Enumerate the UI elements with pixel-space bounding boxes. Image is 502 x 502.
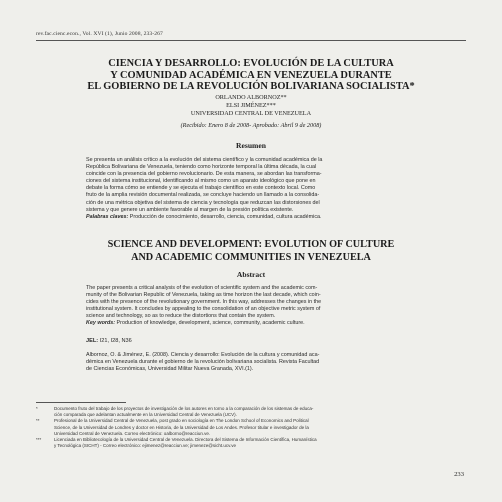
citation-line: Albornoz, O. & Jiménez, E. (2008). Ciencia y desarrollo: Evolución de la cultura y comunidad aca- bbox=[86, 352, 320, 358]
keywords-text: Producción de conocimiento, desarrollo, ciencia, comunidad, cultura académica. bbox=[128, 213, 322, 220]
abstract-line: cides with the presence of the revolutionary government. In this way, addresses the changes in the bbox=[86, 299, 322, 306]
citation-line: démica en Venezuela durante el gobierno de la revolución bolivariana socialista. Revista Facultad bbox=[86, 359, 320, 366]
author-affiliation: UNIVERSIDAD CENTRAL DE VENEZUELA bbox=[190, 110, 312, 118]
abstract-line: institutional system. It concludes by appealing to the consolidation of an objective metric system of bbox=[86, 306, 321, 313]
author-name: ORLANDO ALBORNOZ** bbox=[215, 94, 287, 101]
footnotes bbox=[36, 406, 468, 449]
keywords-label: Palabras claves: bbox=[86, 213, 129, 220]
citation bbox=[86, 352, 422, 373]
footnote-line: Documento fruto del trabajo de los proyectos de investigación de los autores en torno a la comparación de los sistemas de educa- bbox=[54, 406, 314, 411]
footnote-line: Licenciada en Bibliotecología de la Universidad Central de Venezuela. Directora del Sistema de Información Científica, Humanística bbox=[54, 437, 317, 443]
abstract-keywords bbox=[86, 320, 422, 327]
resumen-heading: Resumen bbox=[236, 141, 266, 150]
spanish-title-line: EL GOBIERNO DE LA REVOLUCIÓN BOLIVARIANA SOCIALISTA* bbox=[87, 81, 415, 93]
footnote-line: y Tecnológica (SICHT) - Correo electrónico: ejimenez@reacciun.ve; jimeneze@sicht.ucv.ve bbox=[54, 443, 237, 449]
footnote-line: Profesional de la Universidad Central de Venezuela, post grado en sociología en The London School of Economics and Political bbox=[54, 418, 309, 424]
resumen-line: debate la forma cómo se entiende y se ejecuta el trabajo científico en este contexto local. Como bbox=[86, 185, 316, 192]
footnote-line: ción comparada que adelantan actualmente en la Universidad Central de Venezuela (UCV). bbox=[54, 412, 237, 418]
citation-line: de Ciencias Económicas, Universidad Militar Nueva Granada, XVI.(1). bbox=[86, 366, 254, 373]
resumen-line: República Bolivariana de Venezuela, teniendo como horizonte temporal la última década, la cual bbox=[86, 164, 317, 171]
spanish-title-line: CIENCIA Y DESARROLLO: EVOLUCIÓN DE LA CULTURA bbox=[108, 58, 394, 69]
jel-label: JEL: bbox=[86, 338, 99, 344]
abstract-line: science and technology, so as to reduce the distortions that contain the system. bbox=[86, 313, 276, 320]
footnote-line: Science, de la Universidad de Londres y doctor en Historia, de la Universidad de Los Andes. Profesor titular e investigador de la bbox=[54, 424, 309, 430]
author-name: ELSI JIMÉNEZ*** bbox=[226, 102, 276, 110]
resumen-line: Se presenta un análisis crítico a la evolución del sistema científico y la comunidad académica de la bbox=[86, 157, 323, 163]
abstract-line: munity of the Bolivarian Republic of Venezuela, taking as time horizon the last decade, which coin- bbox=[86, 292, 321, 299]
english-title-line: SCIENCE AND DEVELOPMENT: EVOLUTION OF CULTURE bbox=[107, 239, 395, 250]
page-number: 233 bbox=[454, 471, 464, 478]
received-approved-dates: (Recibido: Enero 8 de 2008- Aprobado: Abril 9 de 2008) bbox=[180, 122, 322, 129]
header-rule bbox=[36, 40, 466, 41]
footnote bbox=[36, 406, 468, 418]
spanish-title bbox=[40, 58, 462, 93]
footnote-mark: *** bbox=[36, 437, 42, 443]
abstract-heading: Abstract bbox=[236, 270, 266, 279]
resumen-body bbox=[86, 157, 422, 221]
jel-values: I21, I28, N36 bbox=[98, 338, 132, 344]
english-title bbox=[40, 238, 462, 264]
resumen-line: sistema y que genere un ambiente favorable al margen de la presión política existente. bbox=[86, 206, 294, 213]
footnote-rule bbox=[36, 402, 126, 403]
abstract-line: The paper presents a critical analysis of the evolution of scientific system and the academic com- bbox=[86, 285, 318, 291]
keywords-text: Production of knowledge, development, science, community, academic culture. bbox=[115, 320, 305, 327]
footnote-line: Universidad Central de Venezuela. Correo electrónico: oalborno@reacciun.ve. bbox=[54, 430, 211, 436]
footnote-mark: ** bbox=[36, 418, 40, 424]
keywords-label: Key words: bbox=[86, 320, 116, 327]
resumen-line: fruto de la amplia revisión documental realizada, se concluye haciendo un llamado a la consolida- bbox=[86, 192, 320, 199]
jel-codes bbox=[86, 338, 132, 344]
resumen-line: ción de una métrica objetiva del sistema de ciencia y tecnología que reduzcan las distorsiones del bbox=[86, 199, 320, 206]
spanish-title-line: Y COMUNIDAD ACADÉMICA EN VENEZUELA DURANTE bbox=[110, 69, 392, 81]
resumen-keywords bbox=[86, 214, 422, 221]
footnote bbox=[36, 418, 468, 437]
footnote bbox=[36, 437, 468, 449]
running-head: rev.fac.cienc.econ., Vol. XVI (1), Junio 2008, 233-267 bbox=[36, 31, 163, 37]
footnote-mark: * bbox=[36, 406, 38, 411]
author-block bbox=[40, 94, 462, 119]
resumen-line: ciones del sistema institucional, identificando al mismo como un aparato ideológico que pone en bbox=[86, 178, 316, 185]
resumen-line: coincide con la presencia del gobierno revolucionario. De esta manera, se abordan las transforma- bbox=[86, 171, 322, 178]
abstract-body bbox=[86, 285, 422, 328]
english-title-line: AND ACADEMIC COMMUNITIES IN VENEZUELA bbox=[131, 252, 371, 263]
